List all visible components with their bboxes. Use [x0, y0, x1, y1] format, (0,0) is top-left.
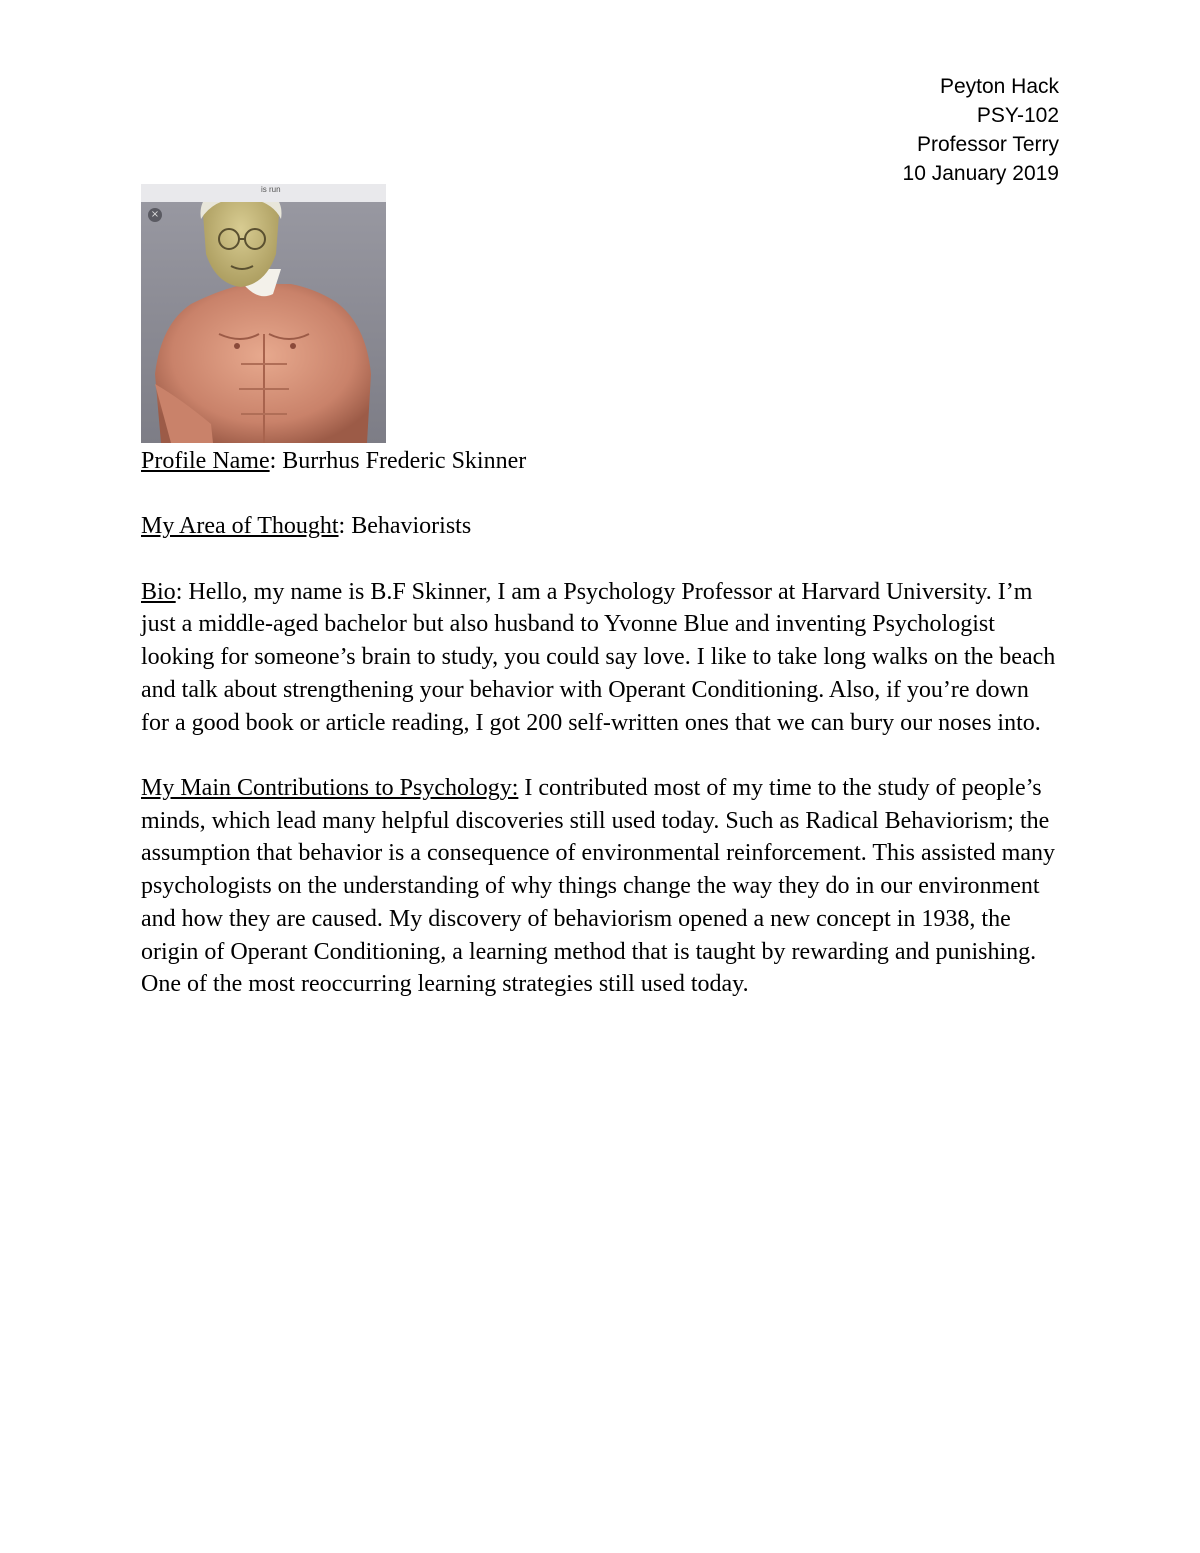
area-of-thought-label: My Area of Thought [141, 513, 339, 540]
area-of-thought-line [141, 510, 1061, 543]
photo-topbar-text: is run [261, 185, 281, 194]
header-block [903, 72, 1059, 188]
area-of-thought-value: : Behaviorists [338, 513, 472, 540]
bio-paragraph [141, 576, 1061, 740]
author-name: Peyton Hack [939, 75, 1059, 98]
profile-name-value: : Burrhus Frederic Skinner [269, 448, 527, 474]
professor-name: Professor Terry [917, 133, 1059, 156]
profile-photo [141, 184, 386, 443]
contributions-text: I contributed most of my time to the study of people’s minds, which lead many helpful discoveries still used today. Such as Radical Behaviorism; the assumption that behavior is a consequence of environmental reinforcement. This assisted many psychologists on the understanding of why things change the way they do in our environment and how they are caused. My discovery of behaviorism opened a new concept in 1938, the origin of Operant Conditioning, a learning method that is taught by rewarding and punishing. One of the most reoccurring learning strategies still used today. [141, 774, 1055, 998]
contributions-paragraph [141, 772, 1061, 1001]
profile-content [141, 445, 1061, 1034]
close-icon[interactable]: × [148, 208, 162, 222]
bio-label: Bio [141, 578, 176, 605]
contributions-label: My Main Contributions to Psychology: [141, 774, 519, 801]
photo-illustration [141, 184, 386, 443]
bio-text: : Hello, my name is B.F Skinner, I am a Psychology Professor at Harvard University. I’m just a middle-aged bachelor but also husband to Yvonne Blue and inventing Psychologist looking for someone’s brain to study, you could say love. I like to take long walks on the beach and talk about strengthening your behavior with Operant Conditioning. Also, if you’re down for a good book or article reading, I got 200 self-written ones that we can bury our noses into. [141, 578, 1056, 736]
course-code: PSY-102 [976, 104, 1059, 127]
profile-name-label: Profile Name [141, 448, 270, 474]
photo-topbar [141, 184, 386, 202]
profile-name-line [141, 445, 1061, 478]
document-date: 10 January 2019 [902, 162, 1059, 185]
